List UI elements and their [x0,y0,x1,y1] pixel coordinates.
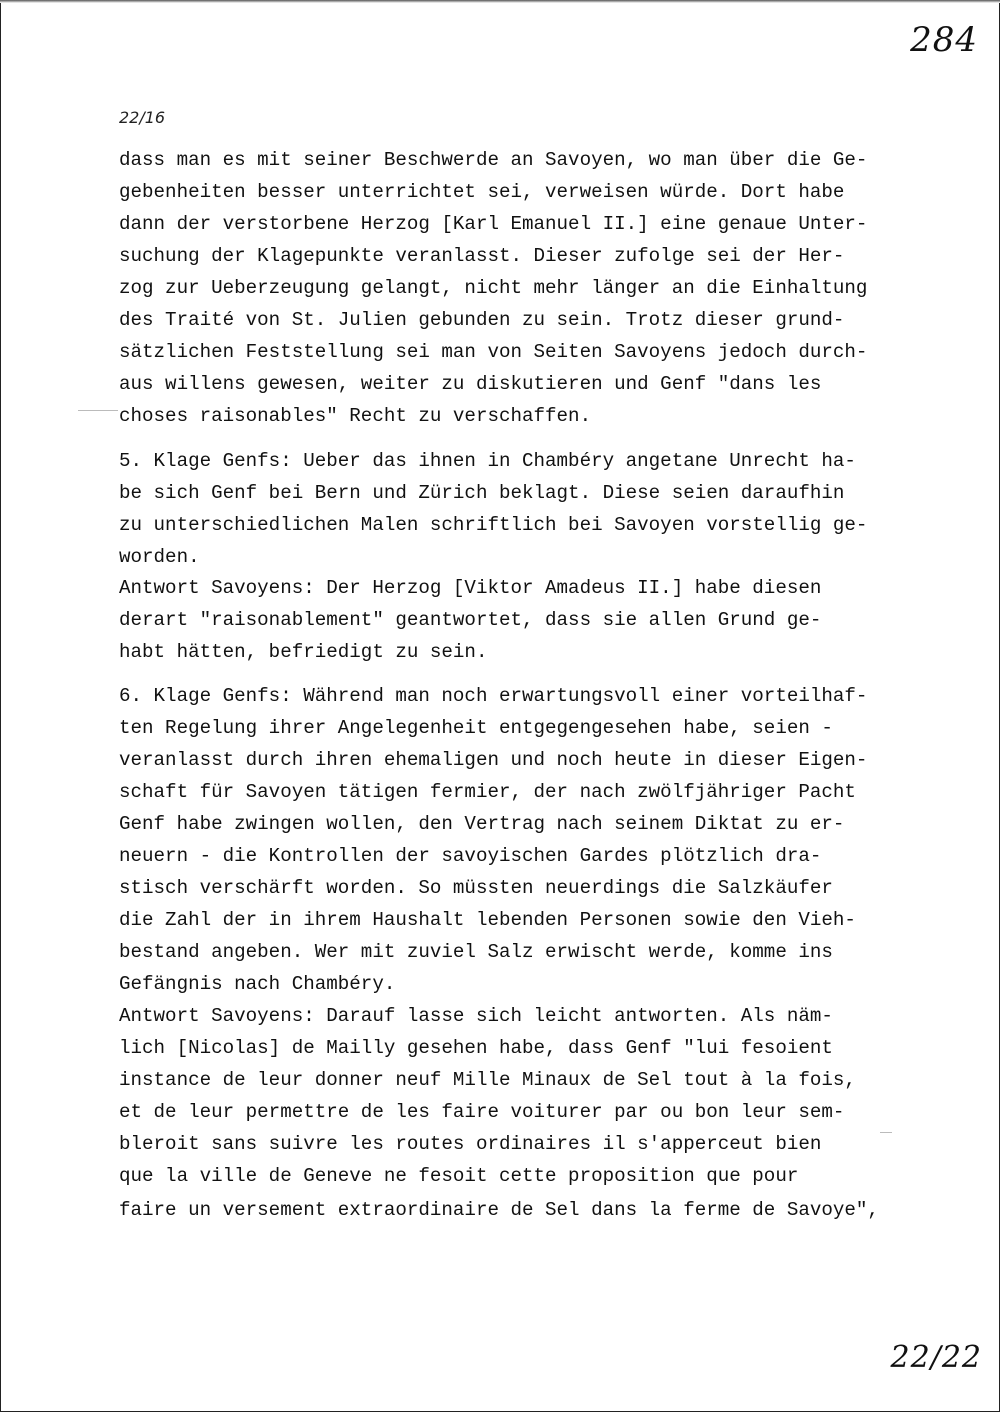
text-line: gebenheiten besser unterrichtet sei, verweisen würde. Dort habe [119,181,845,203]
handwritten-folio-number: 284 [910,20,978,60]
text-line: et de leur permettre de les faire voiturer par ou bon leur sem- [119,1101,845,1123]
text-line: faire un versement extraordinaire de Sel dans la ferme de Savoye", [119,1199,879,1221]
scan-edge [0,0,1000,3]
text-line: be sich Genf bei Bern und Zürich beklagt. Diese seien daraufhin [119,482,845,504]
text-line: schaft für Savoyen tätigen fermier, der nach zwölfjähriger Pacht [119,781,856,803]
text-line: 5. Klage Genfs: Ueber das ihnen in Chambéry angetane Unrecht ha- [119,450,856,472]
text-line: bleroit sans suivre les routes ordinaires il s'apperceut bien [119,1133,822,1155]
text-line: derart "raisonablement" geantwortet, dass sie allen Grund ge- [119,609,822,631]
text-line: die Zahl der in ihrem Haushalt lebenden Personen sowie den Vieh- [119,909,856,931]
text-line: Genf habe zwingen wollen, den Vertrag nach seinem Diktat zu er- [119,813,845,835]
text-line: Antwort Savoyens: Darauf lasse sich leicht antworten. Als näm- [119,1005,833,1027]
text-line: choses raisonables" Recht zu verschaffen. [119,405,592,427]
text-line: neuern - die Kontrollen der savoyischen Gardes plötzlich dra- [119,845,822,867]
text-line: Gefängnis nach Chambéry. [119,973,396,995]
text-line: zu unterschiedlichen Malen schriftlich bei Savoyen vorstellig ge- [119,514,868,536]
text-line: 6. Klage Genfs: Während man noch erwartungsvoll einer vorteilhaf- [119,685,868,707]
margin-mark [880,1132,892,1133]
text-line: Antwort Savoyens: Der Herzog [Viktor Amadeus II.] habe diesen [119,577,822,599]
text-line: aus willens gewesen, weiter zu diskutieren und Genf "dans les [119,373,822,395]
text-line: suchung der Klagepunkte veranlasst. Dieser zufolge sei der Her- [119,245,845,267]
text-line: bestand angeben. Wer mit zuviel Salz erwischt werde, komme ins [119,941,833,963]
text-line: zog zur Ueberzeugung gelangt, nicht mehr länger an die Einhaltung [119,277,868,299]
text-line: worden. [119,546,200,568]
text-line: dann der verstorbene Herzog [Karl Emanuel II.] eine genaue Unter- [119,213,868,235]
text-line: que la ville de Geneve ne fesoit cette proposition que pour [119,1165,799,1187]
text-line: ten Regelung ihrer Angelegenheit entgegengesehen habe, seien - [119,717,833,739]
text-line: stisch verschärft worden. So müssten neuerdings die Salzkäufer [119,877,833,899]
page-reference: 22/16 [119,108,166,127]
text-line: habt hätten, befriedigt zu sein. [119,641,488,663]
margin-mark [78,410,118,411]
text-line: instance de leur donner neuf Mille Minaux de Sel tout à la fois, [119,1069,856,1091]
text-line: lich [Nicolas] de Mailly gesehen habe, dass Genf "lui fesoient [119,1037,833,1059]
text-line: sätzlichen Feststellung sei man von Seiten Savoyens jedoch durch- [119,341,868,363]
handwritten-page-number: 22/22 [890,1340,982,1375]
text-line: des Traité von St. Julien gebunden zu sein. Trotz dieser grund- [119,309,845,331]
text-line: dass man es mit seiner Beschwerde an Savoyen, wo man über die Ge- [119,149,868,171]
text-line: veranlasst durch ihren ehemaligen und noch heute in dieser Eigen- [119,749,868,771]
